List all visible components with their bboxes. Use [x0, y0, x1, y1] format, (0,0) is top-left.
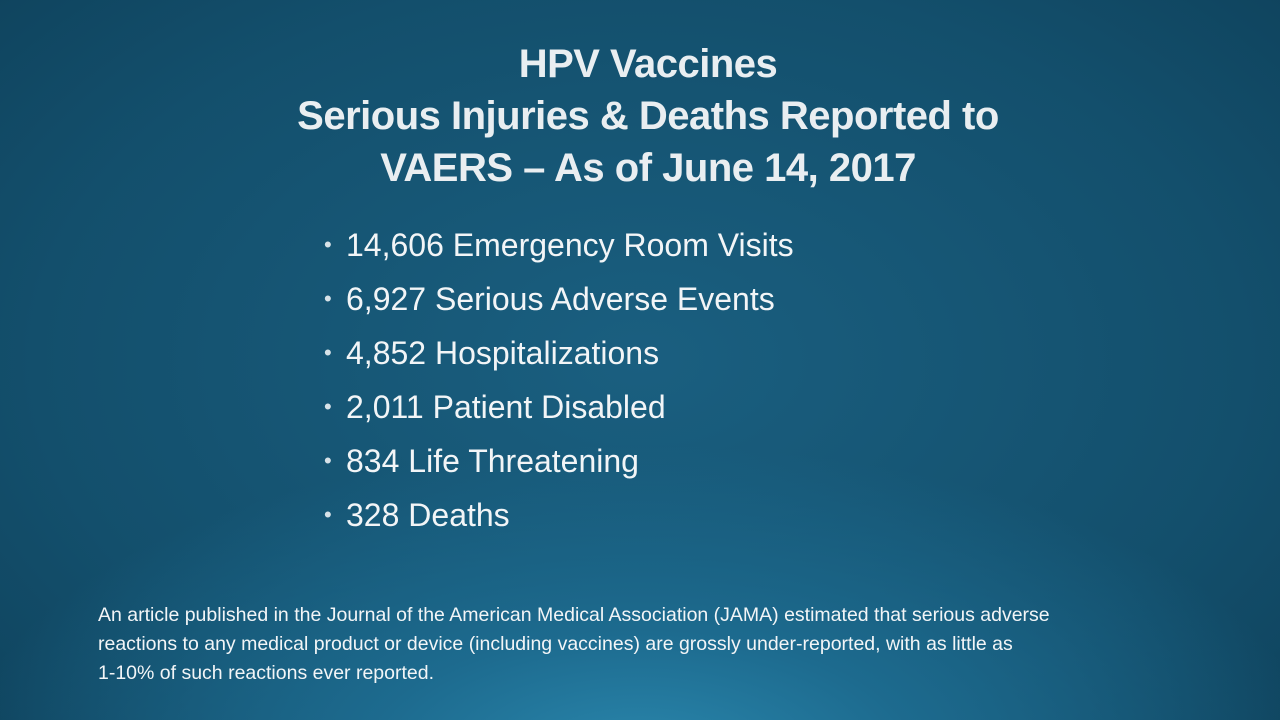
bullet-dot-icon: •: [324, 340, 332, 365]
bullet-dot-icon: •: [324, 394, 332, 419]
bullet-dot-icon: •: [324, 502, 332, 527]
list-item-text: 14,606 Emergency Room Visits: [346, 227, 794, 263]
list-item-text: 834 Life Threatening: [346, 443, 639, 479]
footnote: [98, 601, 1198, 688]
bullet-dot-icon: •: [324, 448, 332, 473]
list-item-text: 4,852 Hospitalizations: [346, 335, 660, 371]
list-item-text: 6,927 Serious Adverse Events: [346, 281, 775, 317]
list-item-text: 328 Deaths: [346, 497, 510, 533]
list-item-er-visits: [320, 218, 1020, 272]
list-item-hospitalizations: [320, 326, 1020, 380]
slide-title: [140, 38, 1156, 194]
list-item-text: 2,011 Patient Disabled: [346, 389, 666, 425]
statistics-list: [320, 218, 1020, 542]
title-line-2: Serious Injuries & Deaths Reported to: [297, 94, 999, 138]
footnote-line-1: An article published in the Journal of the American Medical Association (JAMA) estimated that serious adverse: [98, 604, 1050, 626]
footnote-line-2: reactions to any medical product or device (including vaccines) are grossly under-reported, with as little as: [98, 633, 1013, 655]
list-item-serious-adverse-events: [320, 272, 1020, 326]
title-line-1: HPV Vaccines: [518, 42, 778, 86]
bullet-dot-icon: •: [324, 232, 332, 257]
list-item-life-threatening: [320, 434, 1020, 488]
list-item-patient-disabled: [320, 380, 1020, 434]
title-line-3: VAERS – As of June 14, 2017: [380, 146, 916, 190]
list-item-deaths: [320, 488, 1020, 542]
bullet-dot-icon: •: [324, 286, 332, 311]
footnote-line-3: 1-10% of such reactions ever reported.: [98, 662, 435, 684]
